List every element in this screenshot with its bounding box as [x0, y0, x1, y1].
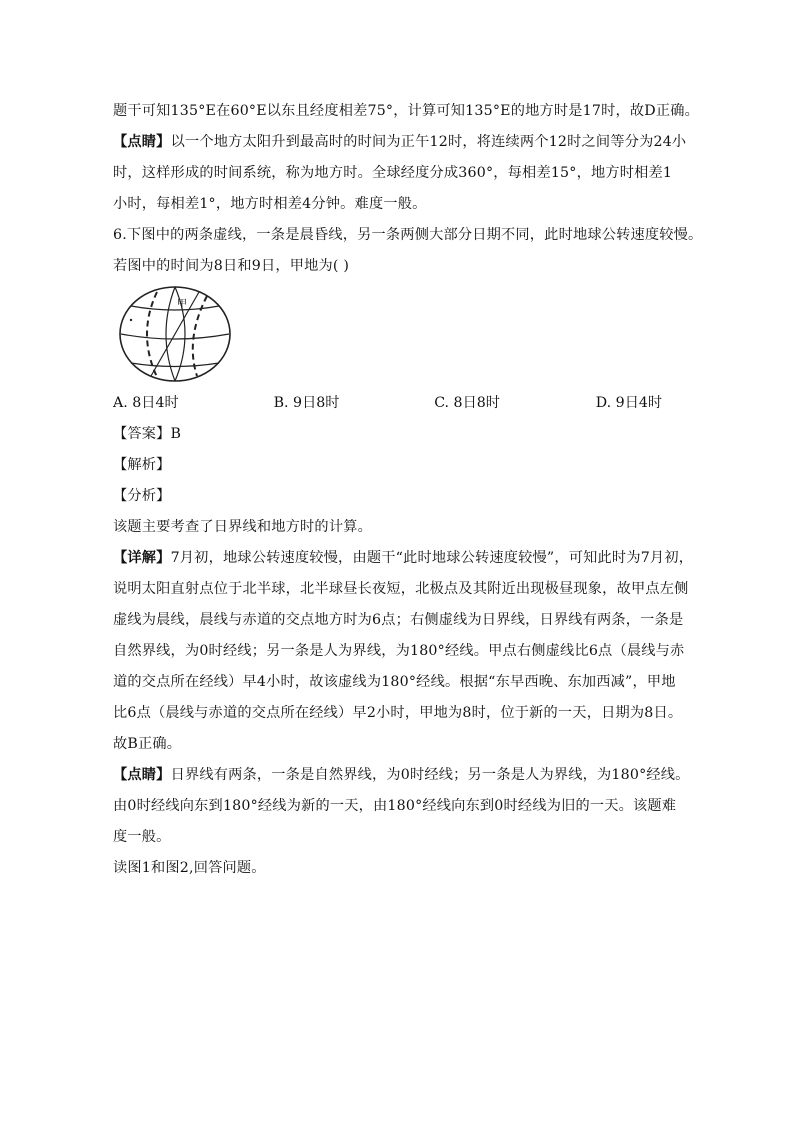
closing-line: 读图1和图2,回答问题。	[113, 860, 266, 876]
jia-label: 甲	[177, 299, 187, 310]
text-line: 比6点（晨线与赤道的交点所在经线）早2小时，甲地为8时，位于新的一天，日期为8日。	[113, 705, 683, 721]
xiangjie-paragraph	[113, 543, 694, 574]
question-stem: 6.下图中的两条虚线，一条是晨昏线，另一条两侧大部分日期不同，此时地球公转速度较慢。	[113, 227, 703, 243]
text-line: 虚线为晨线，晨线与赤道的交点地方时为6点；右侧虚线为日界线，日界线有两条，一条是	[113, 612, 684, 628]
answer-line: 【答案】B	[113, 426, 182, 442]
option-c: C. 8日8时	[434, 395, 500, 411]
text-line: 日界线有两条，一条是自然界线，为0时经线；另一条是人为界线，为180°经线。	[170, 767, 690, 783]
globe-figure	[113, 282, 685, 386]
text-line: 度一般。	[113, 829, 171, 845]
options-row	[113, 388, 685, 419]
text-line: 题干可知135°E在60°E以东且经度相差75°，计算可知135°E的地方时是17时，故D正确。	[113, 103, 699, 119]
xiangjie-tag: 【详解】	[113, 550, 171, 566]
dianjing-paragraph	[113, 760, 690, 791]
text-line: 时，这样形成的时间系统，称为地方时。全球经度分成360°，每相差15°，地方时相差1	[113, 165, 673, 181]
jiexi-heading: 【解析】	[113, 457, 171, 473]
text-line: 说明太阳直射点位于北半球，北半球昼长夜短，北极点及其附近出现极昼现象，故甲点左侧	[113, 581, 689, 597]
text-line: 道的交点所在经线）早4小时，故该虚线为180°经线。根据“东早西晚、东加西减”，甲地	[113, 674, 676, 690]
fenxi-heading: 【分析】	[113, 488, 171, 504]
text-line: 故B正确。	[113, 736, 182, 752]
text-line: 以一个地方太阳升到最高时的时间为正午12时，将连续两个12时之间等分为24小	[170, 134, 687, 150]
globe-diagram	[117, 284, 233, 384]
dianjing-tag: 【点睛】	[113, 767, 171, 783]
text-line: 由0时经线向东到180°经线为新的一天，由180°经线向东到0时经线为旧的一天。该题难	[113, 798, 677, 814]
document-page	[113, 96, 703, 884]
dianjing-tag: 【点睛】	[113, 134, 171, 150]
option-d: D. 9日4时	[595, 395, 663, 411]
text-line: 小时，每相差1°，地方时相差4分钟。难度一般。	[113, 196, 427, 212]
option-b: B. 9日8时	[273, 395, 340, 411]
option-a: A. 8日4时	[113, 395, 179, 411]
text-line: 自然界线，为0时经线；另一条是人为界线，为180°经线。甲点右侧虚线比6点（晨线与赤	[113, 643, 685, 659]
question-stem: 若图中的时间为8日和9日，甲地为( )	[113, 258, 350, 274]
text-line: 该题主要考查了日界线和地方时的计算。	[113, 519, 372, 535]
text-line: 7月初，地球公转速度较慢，由题干“此时地球公转速度较慢”，可知此时为7月初，	[170, 550, 694, 566]
dianjing-paragraph	[113, 127, 685, 158]
